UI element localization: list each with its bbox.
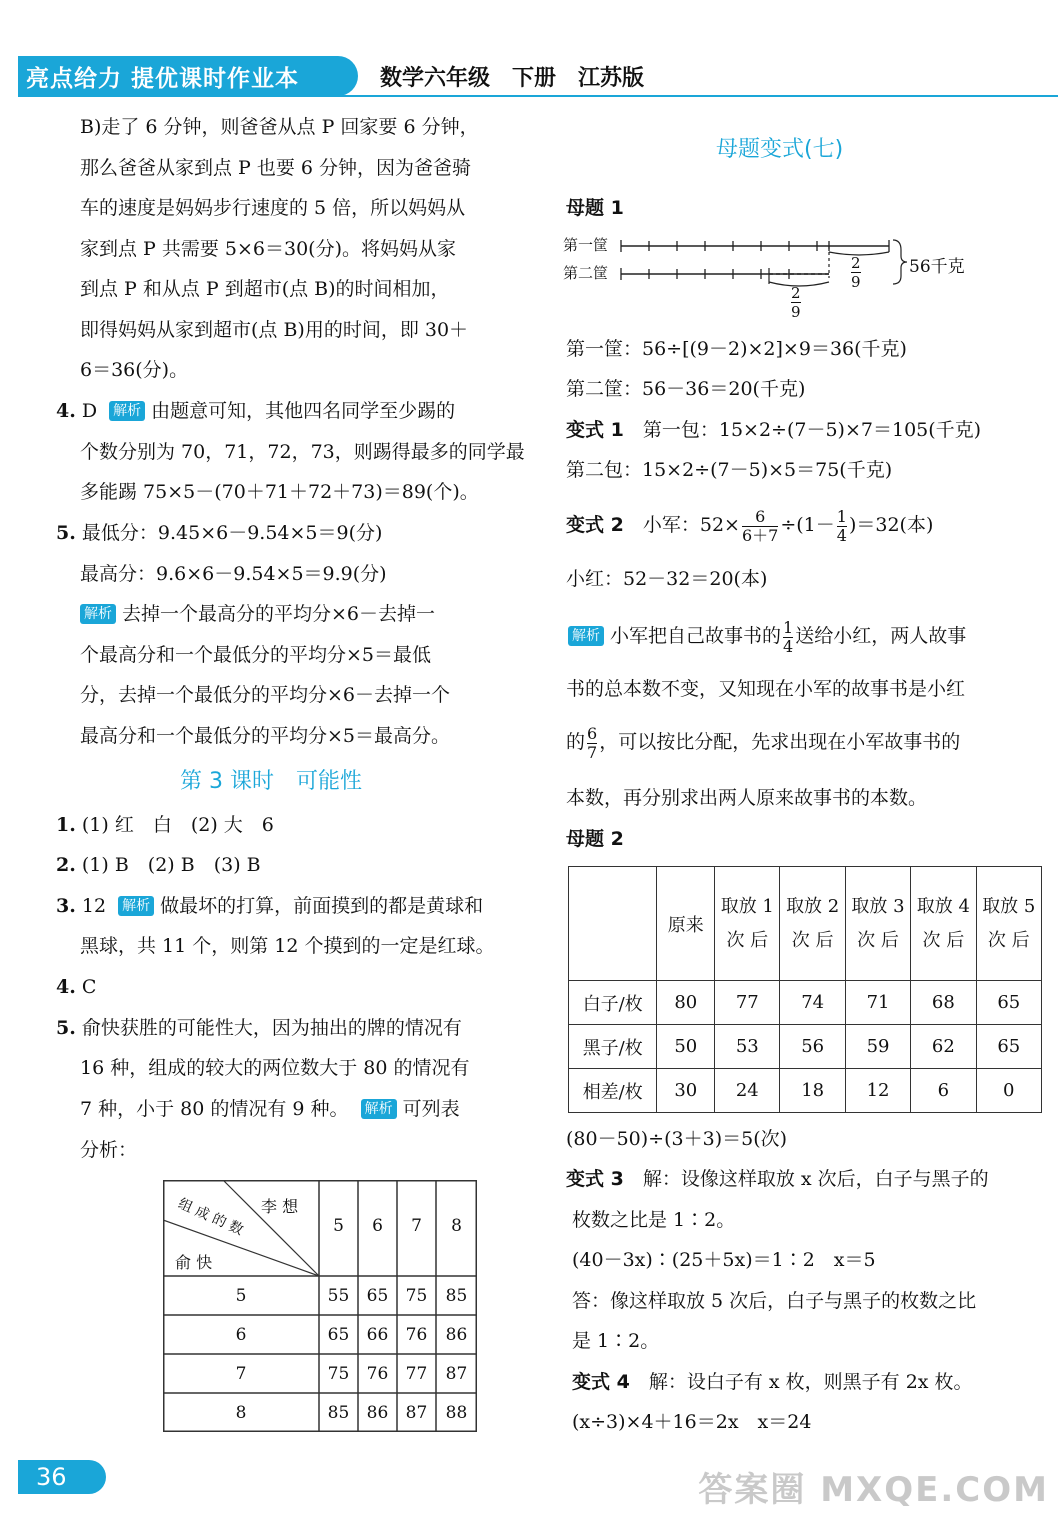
analysis-tag: 解析 (80, 604, 116, 624)
table-cell: 65 (976, 981, 1041, 1025)
analysis-text: 可列表 (402, 1098, 460, 1120)
segment-lines (563, 232, 973, 322)
header-divider (18, 95, 1058, 97)
denominator: 9 (851, 273, 861, 291)
text-line: 是 1∶2。 (572, 1330, 660, 1352)
text: 送给小红，两人故事 (795, 625, 967, 647)
text-line: 小红：52－32＝20(本) (566, 568, 768, 590)
table-header-row (569, 867, 1042, 981)
question-4 (56, 398, 455, 424)
text-line: 枚数之比是 1∶2。 (572, 1209, 736, 1231)
answer: D (81, 400, 98, 422)
text-line: 答：像这样取放 5 次后，白子与黑子的枚数之比 (572, 1290, 977, 1312)
table-cell: 55 (327, 1286, 350, 1306)
table-cell: 74 (780, 981, 845, 1025)
col-header: 8 (451, 1216, 462, 1236)
text-line: 分析： (80, 1139, 138, 1161)
table-cell: 59 (845, 1025, 910, 1069)
section-title: 第 3 课时 可能性 (180, 769, 362, 794)
table-cell: 87 (405, 1403, 428, 1423)
numerator: 6 (587, 723, 598, 743)
numerator: 6 (755, 506, 766, 526)
fraction-label (791, 284, 801, 321)
combination-table (163, 1180, 477, 1432)
table-cell: 76 (405, 1325, 428, 1345)
text-line: 最高分：9.6×6－9.54×5＝9.9(分) (80, 563, 387, 585)
text: 7 种，小于 80 的情况有 9 种。 (80, 1098, 349, 1120)
problem-label: 母题 1 (566, 197, 624, 219)
variant-label: 变式 2 (566, 514, 624, 536)
text: 第一包：15×2÷(7－5)×7＝105(千克) (642, 419, 982, 441)
table-cell: 77 (715, 981, 780, 1025)
corner-label-mid: 组 成 的 数 (175, 1195, 246, 1239)
text-line: 书的总本数不变，又知现在小军的故事书是小红 (566, 678, 966, 700)
table-row (569, 1025, 1042, 1069)
analysis-line (562, 616, 966, 656)
analysis-text: 做最坏的打算，前面摸到的都是黄球和 (160, 895, 484, 917)
question-number: 2. (56, 854, 76, 876)
text-line: 本数，再分别求出两人原来故事书的本数。 (566, 787, 928, 809)
table-cell: 75 (327, 1364, 350, 1384)
text-line: 个数分别为 70，71，72，73，则踢得最多的同学最 (80, 441, 525, 463)
col-header: 6 (372, 1216, 383, 1236)
text-line: (x÷3)×4＋16＝2x x＝24 (572, 1411, 812, 1433)
table-cell: 12 (845, 1069, 910, 1113)
table-cell: 87 (445, 1364, 468, 1384)
text-line (566, 722, 960, 762)
book-meta: 数学六年级 下册 江苏版 (380, 66, 645, 91)
text-line: 第一筐：56÷[(9－2)×2]×9＝36(千克) (566, 338, 907, 360)
table-cell: 86 (445, 1325, 468, 1345)
text-line: 第二包：15×2÷(7－5)×5＝75(千克) (566, 459, 893, 481)
table-cell: 56 (780, 1025, 845, 1069)
row-header: 相差/枚 (569, 1069, 657, 1113)
denominator: 6＋7 (741, 525, 779, 545)
denominator: 9 (791, 303, 801, 321)
numerator: 1 (836, 506, 847, 526)
question-number: 4. (56, 400, 76, 422)
table-cell: 65 (366, 1286, 389, 1306)
item-5 (56, 1015, 462, 1041)
header-cell: 取放 2 次 后 (780, 867, 845, 981)
numerator: 2 (791, 284, 801, 302)
text-line: 车的速度是妈妈步行速度的 5 倍，所以妈妈从 (80, 197, 466, 219)
row-header: 7 (235, 1364, 247, 1384)
header-cell: 原来 (657, 867, 715, 981)
watermark: 答案圈 MXQE.COM (698, 1470, 1049, 1510)
page-number: 36 (18, 1460, 106, 1494)
text: )＝32(本) (848, 514, 934, 536)
variant-3 (566, 1166, 989, 1192)
table-cell: 24 (715, 1069, 780, 1113)
fraction (783, 619, 793, 656)
item-1 (56, 812, 274, 838)
row-header: 8 (235, 1403, 247, 1423)
row-header: 黑子/枚 (569, 1025, 657, 1069)
item-3 (56, 893, 483, 919)
variant-label: 变式 4 (572, 1371, 630, 1393)
analysis-tag: 解析 (118, 896, 154, 916)
table-cell: 85 (327, 1403, 350, 1423)
table-cell: 80 (657, 981, 715, 1025)
text-line: 多能踢 75×5－(70＋71＋72＋73)＝89(个)。 (80, 481, 479, 503)
section-title: 母题变式(七) (716, 137, 844, 162)
table-cell: 53 (715, 1025, 780, 1069)
corner-label-top: 李 想 (261, 1197, 299, 1216)
stones-table (568, 866, 1042, 1113)
table-cell: 65 (976, 1025, 1041, 1069)
text: 解：设像这样取放 x 次后，白子与黑子的 (642, 1168, 989, 1190)
fraction-label (851, 254, 861, 291)
text-line: B)走了 6 分钟，则爸爸从点 P 回家要 6 分钟， (80, 116, 479, 138)
table-cell: 75 (405, 1286, 428, 1306)
fraction (837, 508, 847, 545)
table-cell: 66 (366, 1325, 389, 1345)
col-header: 5 (333, 1216, 344, 1236)
variant-label: 变式 1 (566, 419, 624, 441)
fraction (742, 508, 778, 545)
denominator: 7 (587, 742, 598, 762)
question-number: 4. (56, 976, 76, 998)
variant-2 (566, 505, 933, 545)
text-line: (40－3x)∶(25＋5x)＝1∶2 x＝5 (572, 1249, 876, 1271)
text-line: 黑球，共 11 个，则第 12 个摸到的一定是红球。 (80, 935, 495, 957)
text: ÷(1－ (780, 514, 835, 536)
text-line: 6＝36(分)。 (80, 359, 189, 381)
analysis-tag: 解析 (109, 401, 145, 421)
numerator: 1 (783, 617, 794, 637)
text-line: 个最高分和一个最低分的平均分×5＝最低 (80, 644, 432, 666)
table-cell: 30 (657, 1069, 715, 1113)
table-cell: 65 (327, 1325, 350, 1345)
text-line (80, 1096, 460, 1122)
table-cell: 68 (911, 981, 976, 1025)
table-cell: 76 (366, 1364, 389, 1384)
header-cell: 取放 5 次 后 (976, 867, 1041, 981)
book-title: 亮点给力 提优课时作业本 (26, 66, 300, 92)
table-cell: 86 (366, 1403, 389, 1423)
header-cell: 取放 1 次 后 (715, 867, 780, 981)
table-cell: 71 (845, 981, 910, 1025)
table-row (569, 1069, 1042, 1113)
table-cell: 0 (976, 1069, 1041, 1113)
text: ，可以按比分配，先求出现在小军故事书的 (599, 731, 961, 753)
table-cell: 77 (405, 1364, 428, 1384)
answer: 俞快获胜的可能性大，因为抽出的牌的情况有 (81, 1017, 462, 1039)
header-cell: 取放 3 次 后 (845, 867, 910, 981)
text-line: 那么爸爸从家到点 P 也要 6 分钟，因为爸爸骑 (80, 157, 472, 179)
question-number: 3. (56, 895, 76, 917)
question-number: 5. (56, 522, 76, 544)
table-cell: 88 (445, 1403, 468, 1423)
answer: (1) B (2) B (3) B (81, 854, 261, 876)
denominator: 4 (836, 525, 847, 545)
text-line: 分，去掉一个最低分的平均分×6－去掉一个 (80, 684, 451, 706)
text-line: 最高分和一个最低分的平均分×5＝最高分。 (80, 725, 451, 747)
numerator: 2 (851, 254, 861, 272)
analysis-tag: 解析 (568, 626, 604, 646)
row-header: 5 (235, 1286, 247, 1306)
question-5 (56, 520, 382, 546)
answer: C (81, 976, 97, 998)
text: 解：设白子有 x 枚，则黑子有 2x 枚。 (648, 1371, 973, 1393)
denominator: 4 (783, 636, 794, 656)
text-line: (80－50)÷(3＋3)＝5(次) (566, 1128, 788, 1150)
item-2 (56, 852, 261, 878)
analysis-text: 去掉一个最高分的平均分×6－去掉一 (122, 603, 436, 625)
row-header: 白子/枚 (569, 981, 657, 1025)
fraction (587, 725, 597, 762)
variant-label: 变式 3 (566, 1168, 624, 1190)
table-cell: 62 (911, 1025, 976, 1069)
text-line: 第二筐：56－36＝20(千克) (566, 378, 806, 400)
header-cell (569, 867, 657, 981)
table-row (569, 981, 1042, 1025)
question-number: 1. (56, 814, 76, 836)
col-header: 7 (411, 1216, 422, 1236)
text: 的 (566, 731, 586, 753)
second-basket-label: 第二筐 (563, 264, 609, 282)
answer: 12 (81, 895, 107, 917)
header-cell: 取放 4 次 后 (911, 867, 976, 981)
table-cell: 85 (445, 1286, 468, 1306)
analysis-line (74, 601, 435, 627)
variant-1 (566, 417, 981, 443)
item-4 (56, 974, 96, 1000)
row-header: 6 (235, 1325, 247, 1345)
text-line: 家到点 P 共需要 5×6＝30(分)。将妈妈从家 (80, 238, 457, 260)
text-line: 到点 P 和从点 P 到超市(点 B)的时间相加， (80, 278, 450, 300)
text: 小军把自己故事书的 (610, 625, 782, 647)
answer-line: 最低分：9.45×6－9.54×5＝9(分) (81, 522, 383, 544)
variant-4 (572, 1369, 973, 1395)
text-line: 16 种，组成的较大的两位数大于 80 的情况有 (80, 1057, 470, 1079)
text: 小军：52× (642, 514, 740, 536)
table-cell: 50 (657, 1025, 715, 1069)
segment-diagram (563, 232, 973, 322)
text-line: 即得妈妈从家到超市(点 B)用的时间，即 30＋ (80, 319, 469, 341)
analysis-text: 由题意可知，其他四名同学至少踢的 (151, 400, 456, 422)
analysis-tag: 解析 (361, 1099, 397, 1119)
problem-label: 母题 2 (566, 828, 624, 850)
table-cell: 18 (780, 1069, 845, 1113)
total-weight-label: 56千克 (909, 257, 965, 277)
question-number: 5. (56, 1017, 76, 1039)
corner-label-bottom: 俞 快 (175, 1253, 213, 1272)
first-basket-label: 第一筐 (563, 236, 609, 254)
table-cell: 6 (911, 1069, 976, 1113)
answer: (1) 红 白 (2) 大 6 (81, 814, 274, 836)
